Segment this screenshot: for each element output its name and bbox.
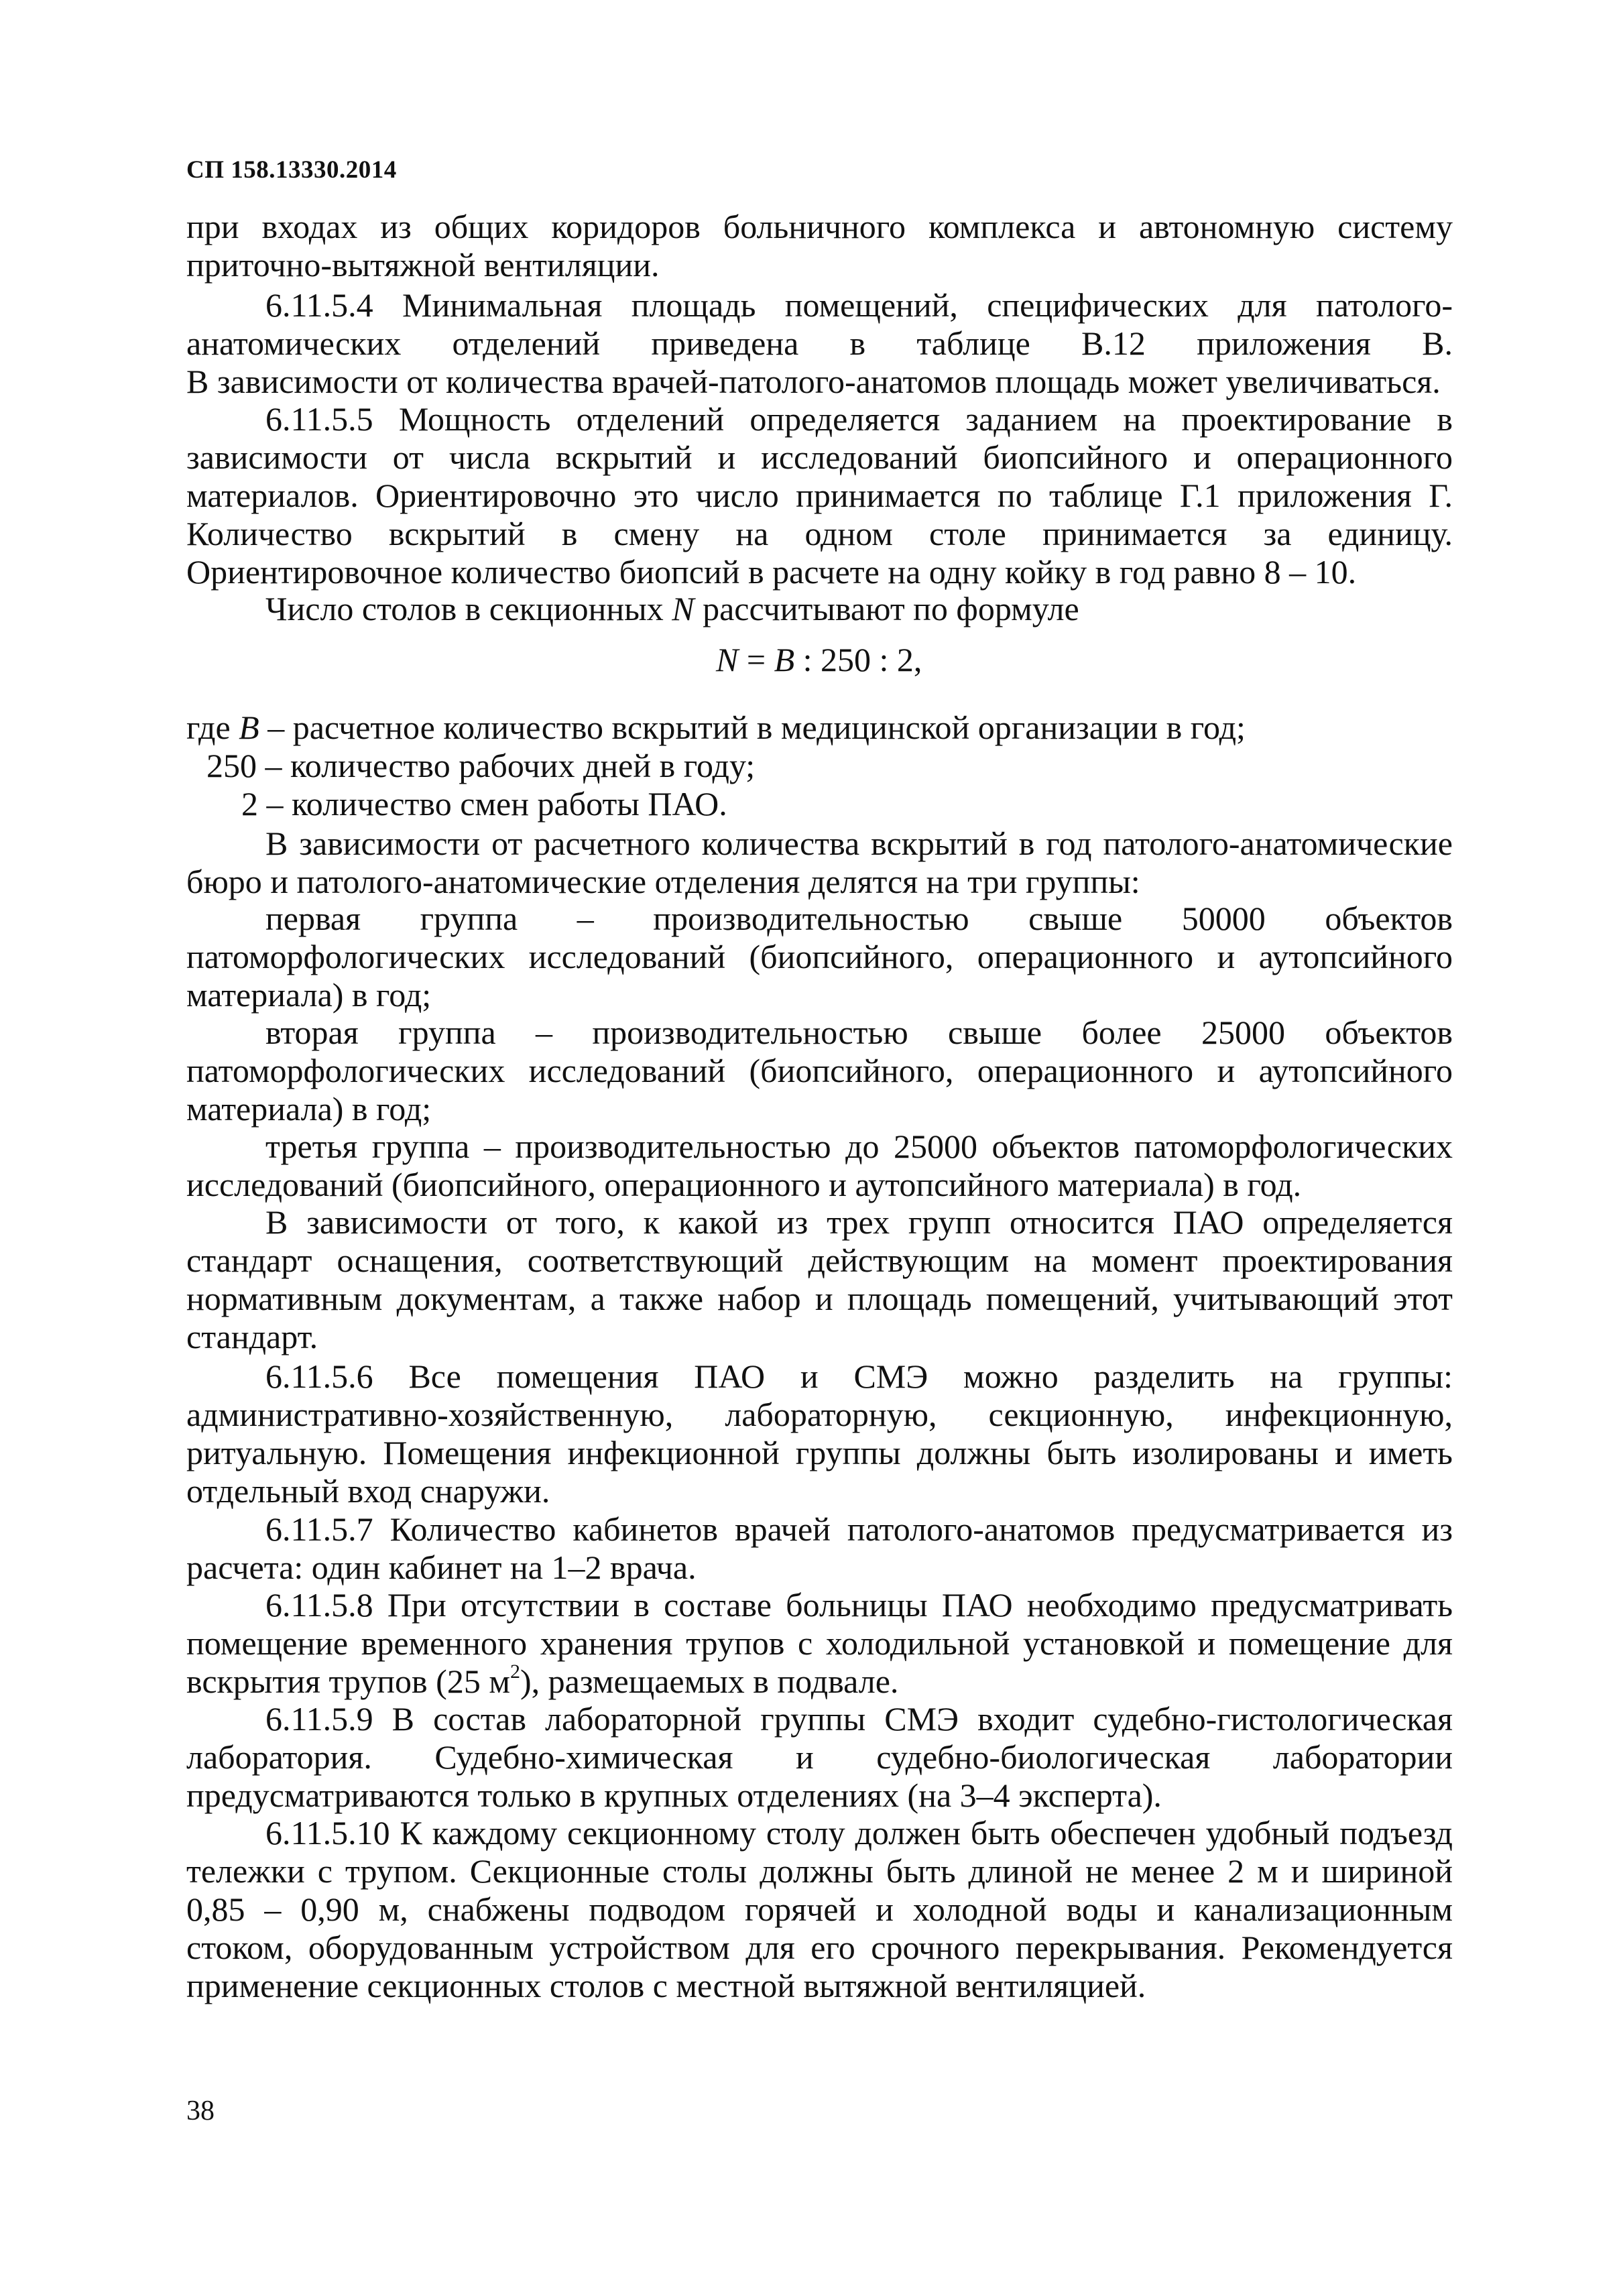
paragraph-standard bbox=[186, 1203, 1453, 1356]
text-line: первая группа – производительностью свыше 50000 объектов bbox=[265, 900, 1453, 937]
variable-n: N bbox=[672, 590, 695, 627]
paragraph-6-11-5-8 bbox=[186, 1586, 1453, 1701]
text-line: где B – расчетное количество вскрытий в медицинской организации в год; bbox=[186, 709, 1246, 746]
text-line: Количество вскрытий в смену на одном столе принимается за единицу. bbox=[186, 515, 1453, 552]
text-line: применение секционных столов с местной вытяжной вентиляцией. bbox=[186, 1967, 1146, 2004]
text-line: лаборатория. Судебно-химическая и судебно-биологическая лаборатории bbox=[186, 1738, 1453, 1776]
paragraph-group-1 bbox=[186, 900, 1453, 1014]
text-line: 0,85 – 0,90 м, снабжены подводом горячей и холодной воды и канализационным bbox=[186, 1890, 1453, 1928]
text-line: материалов. Ориентировочно это число принимается по таблице Г.1 приложения Г. bbox=[186, 477, 1453, 514]
paragraph-6-11-5-4 bbox=[186, 286, 1453, 401]
text-line: бюро и патолого-анатомические отделения делятся на три группы: bbox=[186, 863, 1140, 900]
paragraph-group-3 bbox=[186, 1128, 1453, 1204]
text-line: вторая группа – производительностью свыше более 25000 объектов bbox=[265, 1014, 1453, 1051]
text-line: 6.11.5.8 При отсутствии в составе больницы ПАО необходимо предусматривать bbox=[265, 1586, 1453, 1624]
text-line: административно-хозяйственную, лабораторную, секционную, инфекционную, bbox=[186, 1396, 1453, 1433]
paragraph-6-11-5-9 bbox=[186, 1700, 1453, 1815]
paragraph-6-11-5-7 bbox=[186, 1510, 1453, 1587]
text-line: патоморфологических исследований (биопсийного, операционного и аутопсийного bbox=[186, 1052, 1453, 1089]
text-line: расчета: один кабинет на 1–2 врача. bbox=[186, 1549, 697, 1586]
text-line: вскрытия трупов (25 $м^2$), размещаемых в подвале. bbox=[186, 1660, 899, 1700]
text-line: отдельный вход снаружи. bbox=[186, 1472, 550, 1510]
paragraph-group-2 bbox=[186, 1014, 1453, 1128]
text-line: В зависимости от количества врачей-патолого-анатомов площадь может увеличиваться. bbox=[186, 363, 1441, 400]
paragraph-6-11-5-10 bbox=[186, 1814, 1453, 2005]
text-line: 6.11.5.4 Минимальная площадь помещений, специфических для патолого- bbox=[265, 286, 1453, 324]
text-line: стандарт. bbox=[186, 1318, 318, 1355]
text-line: В зависимости от того, к какой из трех групп относится ПАО определяется bbox=[265, 1203, 1453, 1241]
text-line: 6.11.5.10 К каждому секционному столу должен быть обеспечен удобный подъезд bbox=[265, 1814, 1453, 1852]
text-line: В зависимости от расчетного количества вскрытий в год патолого-анатомические bbox=[265, 825, 1453, 862]
text-line: патоморфологических исследований (биопсийного, операционного и аутопсийного bbox=[186, 938, 1453, 975]
text-line: при входах из общих коридоров больничного комплекса и автономную систему bbox=[186, 208, 1453, 245]
formula: N = B : 250 : 2, bbox=[716, 641, 922, 678]
formula-definitions bbox=[186, 709, 1453, 823]
text-line: исследований (биопсийного, операционного и аутопсийного материала) в год. bbox=[186, 1166, 1302, 1203]
text-line: 6.11.5.9 В состав лабораторной группы СМЭ входит судебно-гистологическая bbox=[265, 1700, 1453, 1738]
paragraph-6-11-5-5 bbox=[186, 400, 1453, 591]
text-line: 250 – количество рабочих дней в году; bbox=[206, 747, 756, 784]
paragraph-6-11-5-6 bbox=[186, 1357, 1453, 1510]
text-line: ритуальную. Помещения инфекционной группы должны быть изолированы и иметь bbox=[186, 1434, 1453, 1471]
formula-intro bbox=[186, 590, 1453, 628]
document-code-header: СП 158.13330.2014 bbox=[186, 156, 397, 184]
text-line: тележки с трупом. Секционные столы должны быть длиной не менее 2 м и шириной bbox=[186, 1852, 1453, 1890]
text-line: Ориентировочное количество биопсий в расчете на одну койку в год равно 8 – 10. bbox=[186, 553, 1357, 591]
text-line: стоком, оборудованным устройством для его срочного перекрывания. Рекомендуется bbox=[186, 1929, 1453, 1966]
text-line: 6.11.5.5 Мощность отделений определяется заданием на проектирование в bbox=[265, 400, 1453, 438]
paragraph-intro bbox=[186, 208, 1453, 284]
text-line: материала) в год; bbox=[186, 1090, 432, 1128]
text-line: 2 – количество смен работы ПАО. bbox=[241, 785, 727, 823]
text-line: материала) в год; bbox=[186, 976, 432, 1014]
text-line: 6.11.5.7 Количество кабинетов врачей патолого-анатомов предусматривается из bbox=[265, 1510, 1453, 1548]
text-line: помещение временного хранения трупов с холодильной установкой и помещение для bbox=[186, 1624, 1453, 1662]
text-line: третья группа – производительностью до 25000 объектов патоморфологических bbox=[265, 1128, 1453, 1165]
text-line: предусматриваются только в крупных отделениях (на 3–4 эксперта). bbox=[186, 1776, 1162, 1814]
text-line: стандарт оснащения, соответствующий действующим на момент проектирования bbox=[186, 1242, 1453, 1279]
text-line: анатомических отделений приведена в таблице В.12 приложения В. bbox=[186, 324, 1453, 362]
text-line: приточно-вытяжной вентиляции. bbox=[186, 246, 660, 284]
paragraph-groups-intro bbox=[186, 825, 1453, 901]
text-line: 6.11.5.6 Все помещения ПАО и СМЭ можно разделить на группы: bbox=[265, 1357, 1453, 1395]
text-line: нормативным документам, а также набор и площадь помещений, учитывающий этот bbox=[186, 1280, 1453, 1317]
text-line: зависимости от числа вскрытий и исследований биопсийного и операционного bbox=[186, 438, 1453, 476]
text-line: Число столов в секционных N рассчитывают по формуле bbox=[265, 590, 1079, 627]
page-number: 38 bbox=[186, 2096, 215, 2126]
